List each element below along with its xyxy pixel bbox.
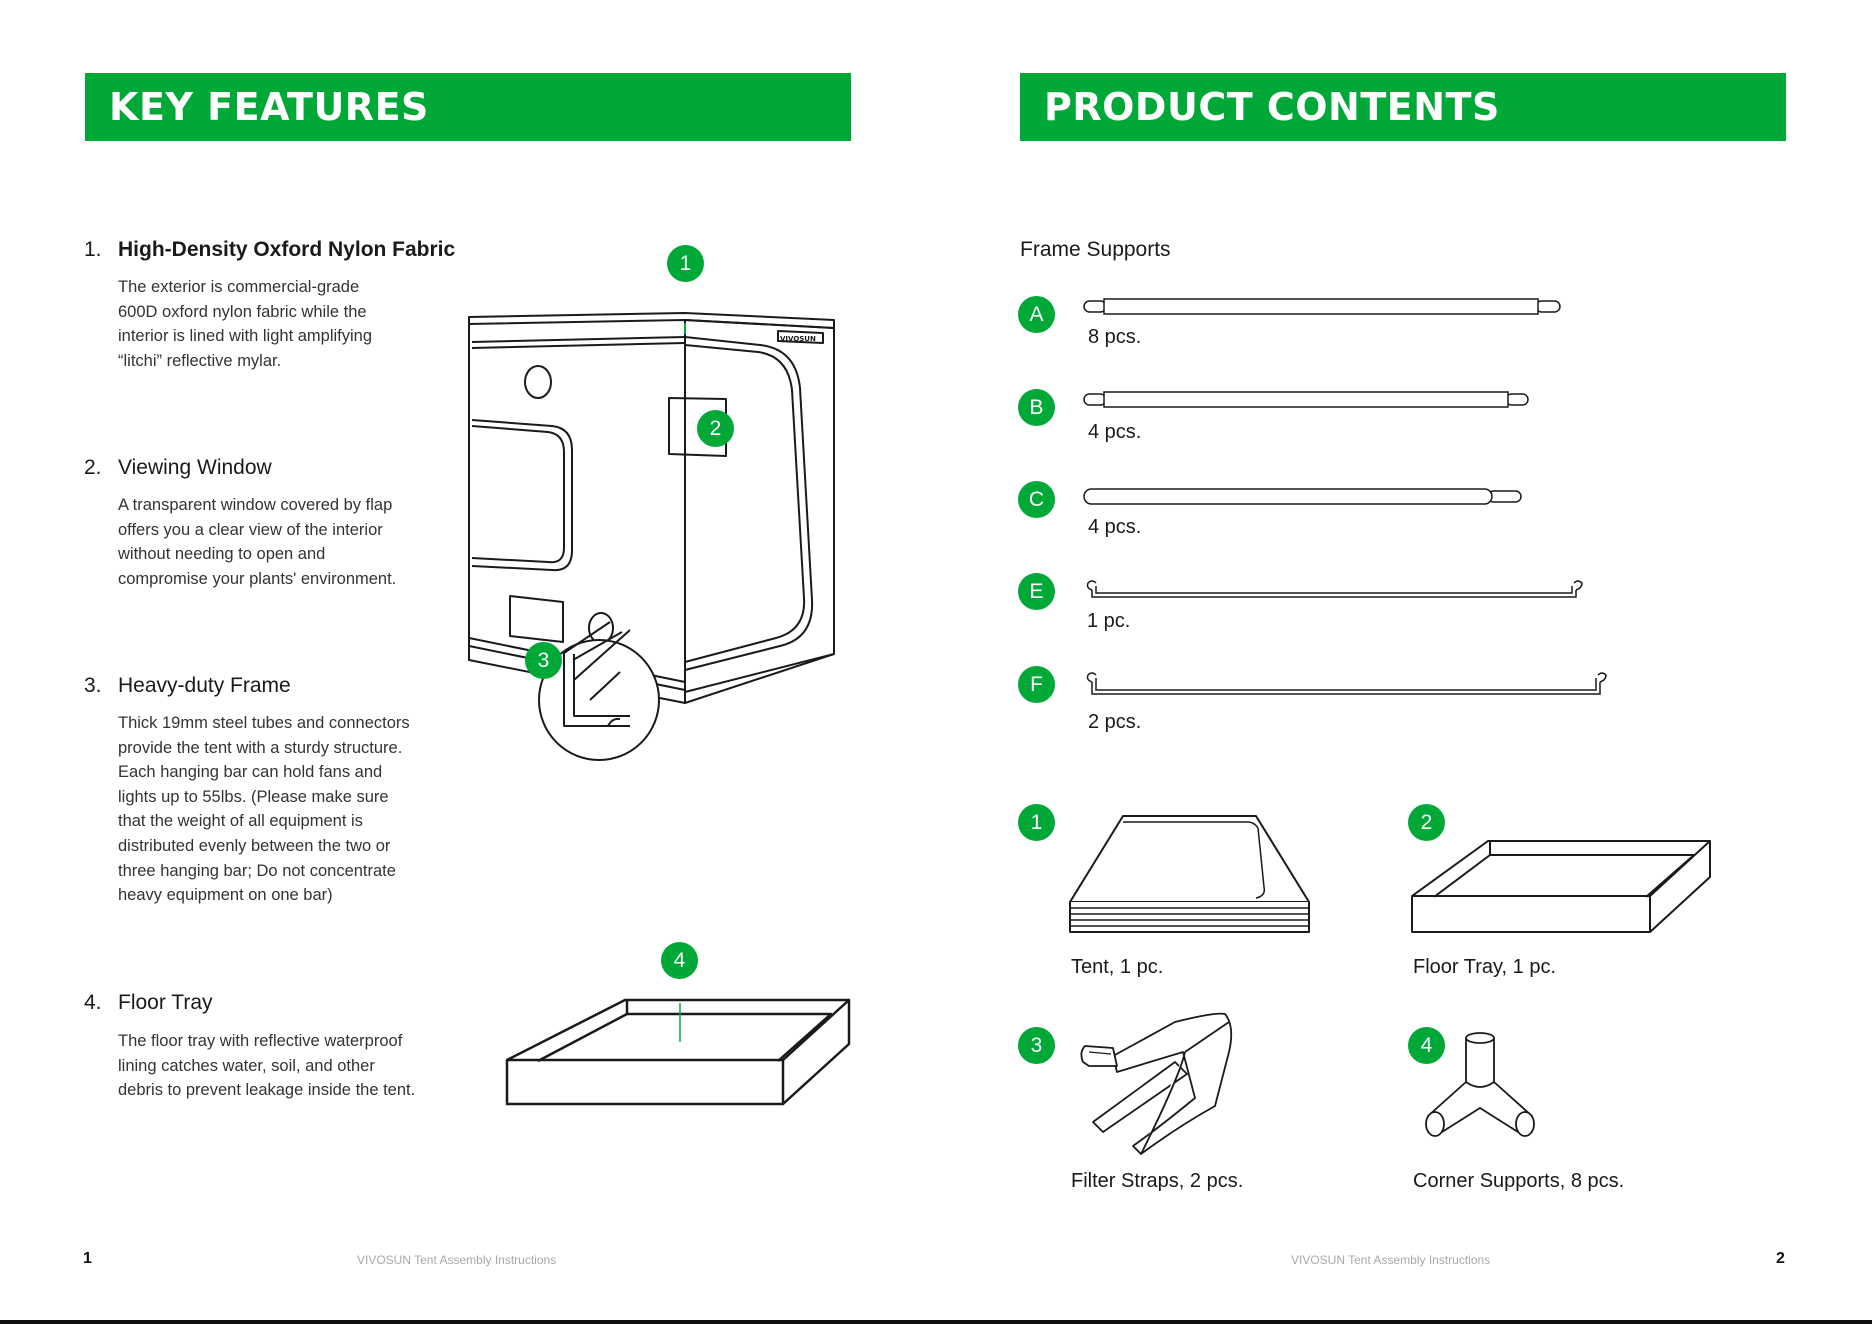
page-number-right: 2	[1776, 1250, 1785, 1267]
pole-b-drawing	[1080, 389, 1540, 409]
feature-1-number: 1.	[84, 238, 102, 261]
product-contents-header: PRODUCT CONTENTS	[1020, 73, 1786, 141]
part-b-qty: 4 pcs.	[1088, 421, 1142, 443]
pole-f-drawing	[1080, 668, 1620, 696]
feature-3-number: 3.	[84, 674, 102, 697]
tent-illustration	[460, 300, 840, 770]
bottom-edge-line	[0, 1320, 1872, 1324]
item-2-label: Floor Tray, 1 pc.	[1413, 956, 1557, 978]
feature-1-body: The exterior is commercial-grade 600D oxford nylon fabric while the interior is lined with light amplifying “litchi” reflective mylar.	[118, 278, 373, 370]
corner-support-drawing	[1418, 1030, 1544, 1144]
part-a-badge: A	[1018, 296, 1055, 333]
part-a-qty: 8 pcs.	[1088, 326, 1142, 348]
callout-2-badge: 2	[697, 410, 734, 447]
feature-4-title: Floor Tray	[118, 991, 213, 1014]
tent-logo: VIVOSUN	[780, 335, 816, 343]
part-e-badge: E	[1018, 573, 1055, 610]
pole-e-drawing	[1080, 576, 1600, 602]
callout-3-badge: 3	[525, 642, 562, 679]
item-1-badge: 1	[1018, 804, 1055, 841]
part-f-badge: F	[1018, 666, 1055, 703]
floor-tray-illustration	[500, 975, 860, 1110]
feature-2-title: Viewing Window	[118, 456, 272, 479]
feature-1-title: High-Density Oxford Nylon Fabric	[118, 238, 456, 261]
pole-c-drawing	[1080, 486, 1530, 506]
item-3-badge: 3	[1018, 1027, 1055, 1064]
item-4-label: Corner Supports, 8 pcs.	[1413, 1170, 1625, 1192]
item-1-label: Tent, 1 pc.	[1071, 956, 1164, 978]
feature-4-number: 4.	[84, 991, 102, 1014]
item-2-badge: 2	[1408, 804, 1445, 841]
feature-2-number: 2.	[84, 456, 102, 479]
callout-4-badge: 4	[661, 942, 698, 979]
page-number-left: 1	[83, 1250, 92, 1267]
item-4-badge: 4	[1408, 1027, 1445, 1064]
footer-text-left: VIVOSUN Tent Assembly Instructions	[357, 1253, 557, 1267]
feature-2-body: A transparent window covered by flap offers you a clear view of the interior without needing to open and compromise your plants' environment.	[118, 496, 397, 588]
feature-4-body: The floor tray with reflective waterproof lining catches water, soil, and other debris to prevent leakage inside the tent.	[118, 1032, 416, 1100]
callout-1-badge: 1	[667, 245, 704, 282]
part-e-qty: 1 pc.	[1087, 610, 1131, 632]
key-features-header: KEY FEATURES	[85, 73, 851, 141]
part-f-qty: 2 pcs.	[1088, 711, 1142, 733]
part-c-badge: C	[1018, 481, 1055, 518]
pole-a-drawing	[1080, 296, 1570, 316]
floor-tray-small-drawing	[1408, 838, 1714, 936]
feature-3-body: Thick 19mm steel tubes and connectors provide the tent with a sturdy structure. Each hanging bar can hold fans and lights up to 55lbs. (Please make sure that the weight of all equipment is distributed evenly between the two or three hanging bar; Do not concentrate heavy equipment on one bar)	[118, 714, 410, 905]
footer-text-right: VIVOSUN Tent Assembly Instructions	[1291, 1253, 1491, 1267]
part-c-qty: 4 pcs.	[1088, 516, 1142, 538]
folded-tent-drawing	[1068, 812, 1313, 936]
feature-3-title: Heavy-duty Frame	[118, 674, 291, 697]
frame-supports-label: Frame Supports	[1020, 238, 1171, 261]
item-3-label: Filter Straps, 2 pcs.	[1071, 1170, 1244, 1192]
part-b-badge: B	[1018, 389, 1055, 426]
filter-straps-drawing	[1075, 1008, 1237, 1158]
